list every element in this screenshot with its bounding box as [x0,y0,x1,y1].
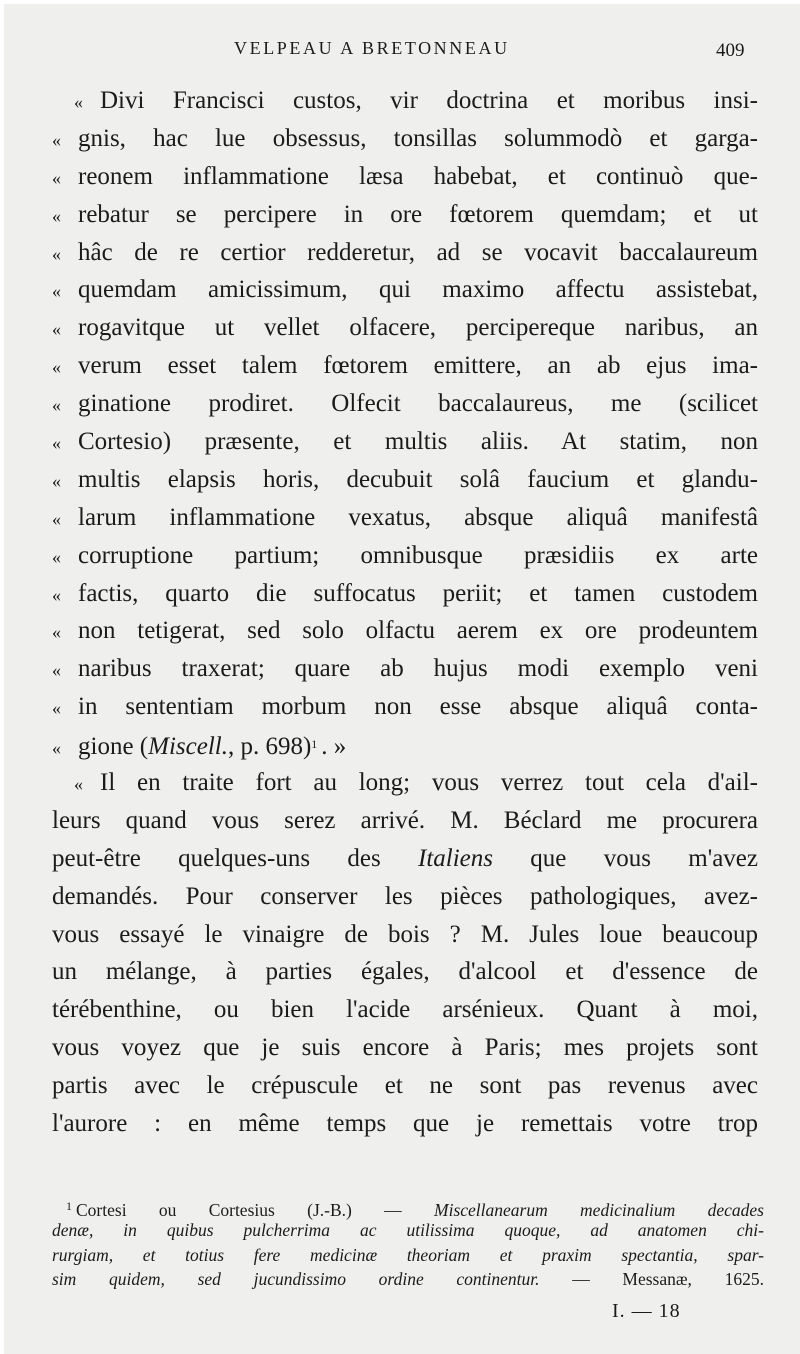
quote-line: « quemdam amicissimum, qui maximo affectu assistebat, [52,271,758,309]
quote-line: « hâc de re certior redderetur, ad se vocavit baccalaureum [52,234,758,272]
letter-line: un mélange, à parties égales, d'alcool et d'essence de [52,958,758,986]
quote-line: « rogavitque ut vellet olfacere, percipereque naribus, an [52,309,758,347]
quote-line: « Cortesio) præsente, et multis aliis. At statim, non [52,423,758,461]
letter-line: demandés. Pour conserver les pièces pathologiques, avez- [52,882,758,910]
footnote-line: sim quidem, sed jucundissimo ordine continentur. — Messanæ, 1625. [52,1269,764,1290]
footnote-line: rurgiam, et totius fere medicinæ theoriam et praxim spectantia, spar- [52,1244,764,1265]
quote-mark: « [52,433,61,454]
letter-line: partis avec le crépuscule et ne sont pas revenus avec [52,1072,758,1100]
running-title: VELPEAU A BRETONNEAU [234,38,510,58]
quote-mark: « [52,738,61,759]
italic-word: Italiens [418,844,493,872]
quote-line: « ginatione prodiret. Olfecit baccalaureus, me (scilicet [52,385,758,423]
citation-title: Miscell. [148,733,228,761]
letter-paragraph [52,764,758,1143]
quote-mark: « [52,508,61,529]
quote-mark: « [52,622,61,643]
letter-line: peut-être quelques-uns des Italiens que vous m'avez [52,844,758,872]
quote-mark: « [52,698,61,719]
letter-line: vous essayé le vinaigre de bois ? M. Jules loue beaucoup [52,920,758,948]
quote-line: « rebatur se percipere in ore fœtorem quemdam; et ut [52,196,758,234]
footnote-ref: 1 [311,737,318,752]
quote-mark: « [52,281,61,302]
quote-line: « factis, quarto die suffocatus periit; et tamen custodem [52,575,758,613]
letter-line: « Il en traite fort au long; vous verrez tout cela d'ail- [52,764,758,802]
quote-line-last: « gione (Miscell., p. 698)$^1$ . » [52,726,758,764]
quote-mark: « [74,774,83,795]
letter-line: vous voyez que je suis encore à Paris; mes projets sont [52,1034,758,1062]
quote-mark: « [52,395,61,416]
quote-line: « larum inflammatione vexatus, absque aliquâ manifestâ [52,499,758,537]
letter-line: térébenthine, ou bien l'acide arsénieux. Quant à moi, [52,996,758,1024]
footnote-line: $^1$ Cortesi ou Cortesius (J.-B.) — Miscellanearum medicinalium decades [66,1199,764,1220]
quote-mark: « [52,129,61,150]
footnote-number: 1 [66,1199,72,1213]
quote-line: « gnis, hac lue obsessus, tonsillas solummodò et garga- [52,120,758,158]
footnote-line: denæ, in quibus pulcherrima ac utilissima quoque, ad anatomen chi- [52,1220,764,1241]
quote-line: « naribus traxerat; quare ab hujus modi exemplo veni [52,650,758,688]
quote-line: « verum esset talem fœtorem emittere, an ab ejus ima- [52,347,758,385]
quote-mark: « [52,660,61,681]
quote-mark: « [52,470,61,491]
quote-mark: « [52,243,61,264]
latin-quotation [52,82,758,764]
signature-mark: I. — 18 [612,1300,681,1322]
quote-line: « in sententiam morbum non esse absque aliquâ conta- [52,688,758,726]
quote-mark: « [74,92,83,112]
quote-mark: « [52,319,61,340]
body-text [52,82,758,1143]
footnote [52,1194,764,1292]
letter-line: l'aurore : en même temps que je remettais votre trop [52,1110,758,1138]
quote-line: « Divi Francisci custos, vir doctrina et moribus insi- [52,82,758,120]
quote-line: « multis elapsis horis, decubuit solâ faucium et glandu- [52,461,758,499]
quote-mark: « [52,584,61,605]
quote-line: « corruptione partium; omnibusque præsidiis ex arte [52,537,758,575]
quote-mark: « [52,167,61,188]
page-number: 409 [716,40,745,61]
quote-mark: « [52,205,61,226]
letter-line: leurs quand vous serez arrivé. M. Béclard me procurera [52,806,758,834]
quote-line: « reonem inflammatione læsa habebat, et continuò que- [52,158,758,196]
quote-line: « non tetigerat, sed solo olfactu aerem ex ore prodeuntem [52,612,758,650]
running-head [4,32,800,68]
quote-mark: « [52,546,61,567]
quote-mark: « [52,357,61,378]
